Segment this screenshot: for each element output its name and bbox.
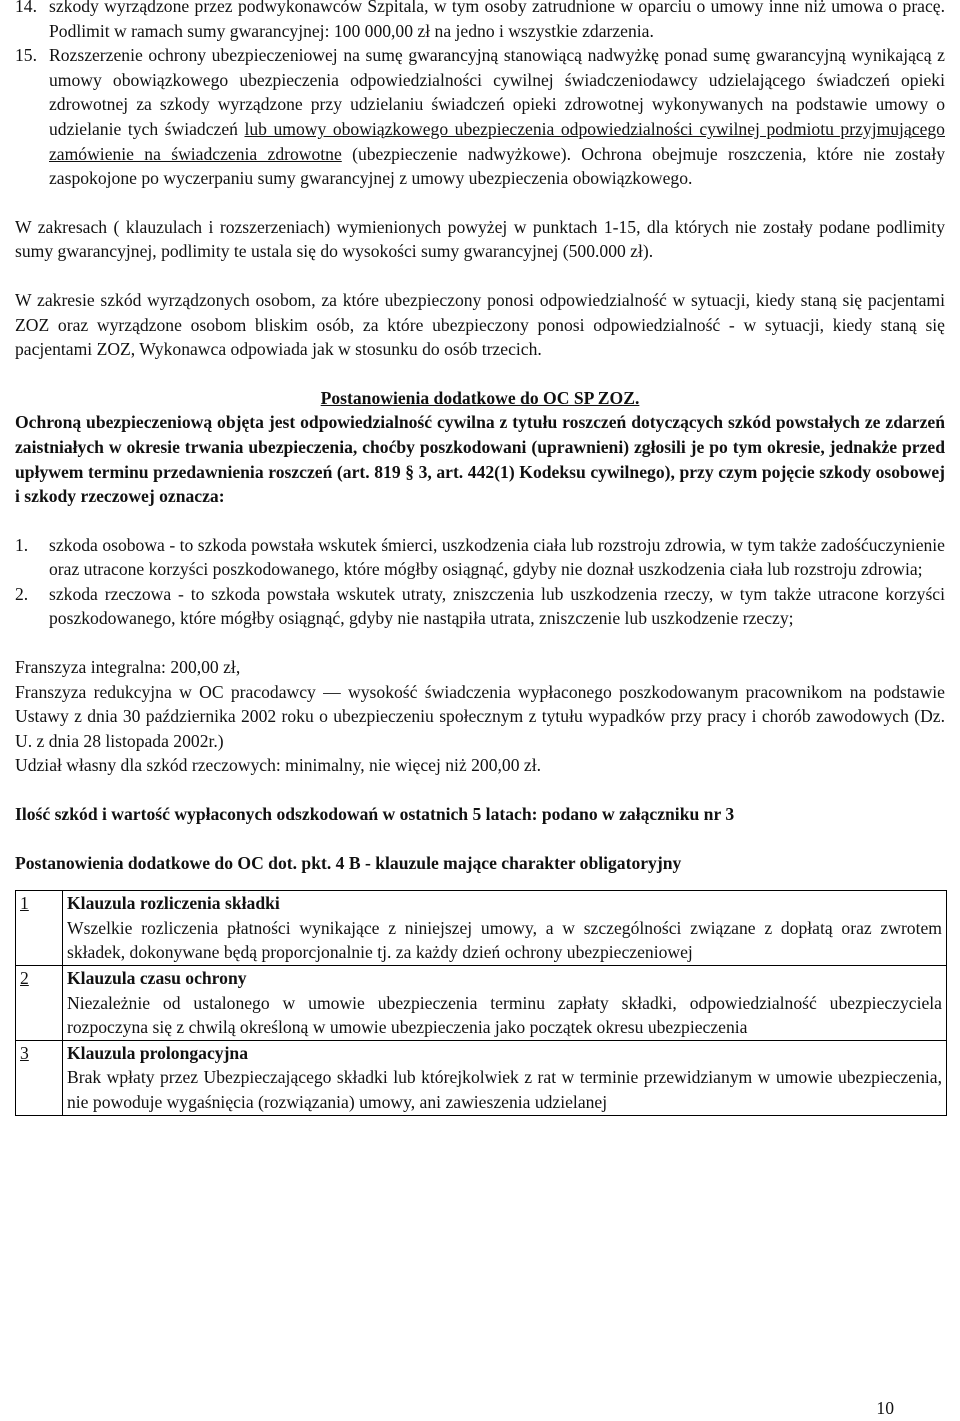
list-item [15,533,945,582]
list-number: 2. [15,583,29,604]
clause-number: 1 [16,891,63,966]
clause-title: Klauzula rozliczenia składki [67,893,280,914]
clause-cell [63,966,947,1041]
list-number: 15. [15,45,37,66]
table-row [16,1040,947,1115]
document-page [15,0,945,1116]
clause-number: 2 [16,966,63,1041]
clause-text: Wszelkie rozliczenia płatności wynikające z niniejszej umowy, a w szczególności związane z dopłatą oraz zwrotem składek, dokonywane będą proporcjonalnie tj. za każdy dzień ochrony ubezpieczeniowej [67,917,942,963]
clause-title: Klauzula prolongacyjna [67,1042,249,1063]
list-item [15,582,945,631]
underlined-text: lub umowy obowiązkowego ubezpieczenia odpowiedzialności cywilnej podmiotu przyjmującego zamówienie na świadczenia zdrowotne [49,118,945,164]
list-number: 1. [15,534,29,555]
list-item [15,43,945,191]
clause-title: Klauzula czasu ochrony [67,968,247,988]
list-text: szkody wyrządzone przez podwykonawców Szpitala, w tym osoby zatrudnione w oparciu o umowy inne niż umowa o pracę. Podlimit w ramach sumy gwarancyjnej: 100 000,00 zł na jedno i wszystkie zdarzenia. [49,0,945,41]
section-title: Postanowienia dodatkowe do OC SP ZOZ. [320,387,640,408]
franchise-integral: Franszyza integralna: 200,00 zł, [15,657,241,678]
own-share: Udział własny dla szkód rzeczowych: minimalny, nie więcej niż 200,00 zł. [15,755,542,776]
franchise-reduction: Franszyza redukcyjna w OC pracodawcy — wysokość świadczenia wypłaconego poszkodowanym pracownikom na podstawie Ustawy z dnia 30 października 2002 roku o ubezpieczeniu społecznym z tytułu wypadków przy pracy i chorób zawodowych (Dz. U. z dnia 28 listopada 2002r.) [15,681,945,751]
list-text-part: (ubezpieczenie nadwyżkowe). Ochrona obejmuje roszczenia, które nie zostały zaspokojone po wyczerpaniu sumy gwarancyjnej z umowy ubezpieczenia obowiązkowego. [49,143,946,189]
definitions-list [15,533,945,631]
list-number: 14. [15,0,37,16]
clause-number: 3 [16,1040,63,1115]
clauses-table [15,890,947,1115]
list-text: szkoda rzeczowa - to szkoda powstała wskutek utraty, zniszczenia lub uszkodzenia rzeczy, w tym także utracone korzyści poszkodowanego, które mógłby osiągnąć, gdyby nie nastąpiła utrata, zniszczenie lub uszkodzenie rzeczy; [49,583,945,629]
patients-paragraph: W zakresie szkód wyrządzonych osobom, za które ubezpieczony ponosi odpowiedzialność w sytuacji, kiedy staną się pacjentami ZOZ oraz wyrządzone osobom bliskim osób, za które ubezpieczony ponosi odpowiedzialność - w sytuacji, kiedy staną się pacjentami ZOZ, Wykonawca odpowiada jak w stosunku do osób trzecich. [15,289,945,360]
clause-text: Brak wpłaty przez Ubezpieczającego składki lub którejkolwiek z rat w terminie przewidzianym w umowie ubezpieczenia, nie powoduje wygaśnięcia (rozwiązania) umowy, ani zawieszenia udzielanej [67,1067,942,1112]
clause-cell [63,891,947,966]
list-text-part: Rozszerzenie ochrony ubezpieczeniowej na sumę gwarancyjną stanowiącą nadwyżkę ponad sumę gwarancyjną wynikającą z umowy obowiązkowego ubezpieczenia odpowiedzialności cywilnej świadczeniodawcy udzielającego świadczeń opieki zdrowotnej za szkody wyrządzone przy udzielaniu świadczeń opieki zdrowotnej wykonywanych na podstawie umowy o udzielanie tych świadczeń [49,45,945,139]
sublimits-paragraph: W zakresach ( klauzulach i rozszerzeniach) wymienionych powyżej w punktach 1-15, dla których nie zostały podane podlimity sumy gwarancyjnej, podlimity te ustala się do wysokości sumy gwarancyjnej (500.000 zł). [15,216,945,262]
claims-history: Ilość szkód i wartość wypłaconych odszkodowań w ostatnich 5 latach: podano w załączniku nr 3 [15,804,735,825]
clause-text: Niezależnie od ustalonego w umowie ubezpieczenia terminu zapłaty składki, odpowiedzialność ubezpieczyciela rozpoczyna się z chwilą określoną w umowie ubezpieczenia jako początek okresu ubezpieczenia [67,992,942,1038]
clause-cell [63,1040,947,1115]
list-text: szkoda osobowa - to szkoda powstała wskutek śmierci, uszkodzenia ciała lub rozstroju zdrowia, w tym także zadośćuczynienie oraz utracone korzyści poszkodowanego, które mógłby osiągnąć, gdyby nie doznał uszkodzenia ciała lub rozstroju zdrowia; [49,534,945,580]
franchise-block [15,655,945,778]
table-row [16,891,947,966]
clauses-heading: Postanowienia dodatkowe do OC dot. pkt. 4 B - klauzule mające charakter obligatoryjny [15,852,682,873]
list-item [15,0,945,43]
bold-paragraph: Ochroną ubezpieczeniową objęta jest odpowiedzialność cywilna z tytułu roszczeń dotyczących szkód powstałych ze zdarzeń zaistniałych w okresie trwania ubezpieczenia, choćby poszkodowani (uprawnieni) zgłosili je po tym okresie, jednakże przed upływem terminu przedawnienia roszczeń (art. 819 § 3, art. 442(1) Kodeksu cywilnego), przy czym pojęcie szkody osobowej i szkody rzeczowej oznacza: [15,412,945,507]
table-row [16,966,947,1041]
list-text [49,43,945,191]
page-number: 10 [876,1398,894,1418]
